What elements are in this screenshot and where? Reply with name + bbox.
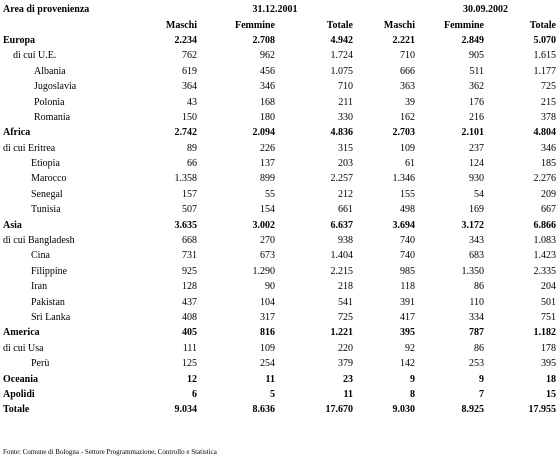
cell-value: 731	[182, 250, 197, 262]
cell-value: 1.182	[533, 327, 556, 339]
row-label: Jugoslavia	[34, 81, 77, 93]
cell-value: 124	[469, 158, 484, 170]
column-header-maschi: Maschi	[165, 19, 197, 31]
cell-value: 2.703	[392, 127, 415, 139]
cell-value: 8.636	[252, 404, 275, 416]
cell-value: 330	[338, 111, 353, 123]
row-label: Apolidi	[3, 388, 35, 400]
row-label: Polonia	[34, 96, 65, 108]
cell-value: 6	[192, 388, 197, 400]
cell-value: 391	[400, 296, 415, 308]
cell-value: 215	[541, 96, 556, 108]
cell-value: 270	[260, 235, 275, 247]
cell-value: 104	[260, 296, 275, 308]
cell-value: 9.034	[174, 404, 197, 416]
period-header-2002: 30.09.2002	[463, 4, 508, 16]
cell-value: 2.221	[392, 34, 415, 46]
cell-value: 168	[260, 96, 275, 108]
cell-value: 109	[400, 142, 415, 154]
cell-value: 23	[343, 373, 353, 385]
table-row	[3, 110, 556, 125]
cell-value: 162	[400, 111, 415, 123]
cell-value: 218	[338, 281, 353, 293]
cell-value: 899	[260, 173, 275, 185]
cell-value: 211	[338, 96, 353, 108]
cell-value: 155	[400, 188, 415, 200]
table-row	[3, 94, 556, 109]
table-row	[3, 217, 556, 232]
table-row	[3, 141, 556, 156]
row-label: Romania	[34, 111, 71, 123]
period-header-2001: 31.12.2001	[252, 4, 298, 16]
table-row	[3, 233, 556, 248]
table-row	[3, 387, 556, 402]
cell-value: 456	[260, 65, 275, 77]
row-label: Cina	[31, 250, 50, 262]
cell-value: 109	[260, 342, 275, 354]
cell-value: 1.346	[392, 173, 415, 185]
cell-value: 11	[265, 373, 275, 385]
cell-value: 1.724	[330, 50, 353, 62]
cell-value: 395	[541, 358, 556, 370]
cell-value: 220	[338, 342, 353, 354]
cell-value: 2.742	[174, 127, 197, 139]
row-label: Totale	[3, 404, 30, 416]
cell-value: 363	[400, 81, 415, 93]
cell-value: 962	[260, 50, 275, 62]
row-label: Filippine	[31, 265, 68, 277]
cell-value: 39	[405, 96, 415, 108]
cell-value: 209	[541, 188, 556, 200]
cell-value: 1.615	[533, 50, 556, 62]
row-label: Sri Lanka	[31, 312, 71, 323]
cell-value: 334	[469, 312, 484, 323]
cell-value: 9	[479, 373, 484, 385]
cell-value: 668	[182, 235, 197, 247]
table-row	[3, 171, 556, 186]
table-row	[3, 202, 556, 217]
cell-value: 4.804	[533, 127, 556, 139]
cell-value: 89	[187, 142, 197, 154]
row-label: Senegal	[31, 188, 63, 200]
cell-value: 137	[260, 158, 275, 170]
cell-value: 157	[182, 188, 197, 200]
cell-value: 1.404	[330, 250, 353, 262]
table-row	[3, 156, 556, 171]
cell-value: 985	[400, 265, 415, 277]
cell-value: 751	[541, 312, 556, 323]
cell-value: 66	[187, 158, 197, 170]
cell-value: 395	[400, 327, 415, 339]
table-row	[3, 402, 556, 417]
cell-value: 2.849	[461, 34, 484, 46]
cell-value: 1.350	[461, 265, 484, 277]
cell-value: 740	[400, 235, 415, 247]
cell-value: 1.423	[533, 250, 556, 262]
cell-value: 216	[469, 111, 484, 123]
row-label: Tunisia	[31, 204, 61, 216]
row-label: Africa	[3, 127, 31, 139]
row-label: di cui U.E.	[13, 50, 57, 62]
cell-value: 3.172	[461, 219, 484, 231]
cell-value: 710	[338, 81, 353, 93]
cell-value: 17.955	[528, 404, 556, 416]
row-label: Albania	[34, 65, 66, 77]
cell-value: 128	[182, 281, 197, 293]
column-header-totale: Totale	[326, 19, 353, 31]
cell-value: 511	[469, 65, 484, 77]
cell-value: 180	[260, 111, 275, 123]
cell-value: 176	[469, 96, 484, 108]
cell-value: 150	[182, 111, 197, 123]
cell-value: 1.358	[174, 173, 197, 185]
cell-value: 437	[182, 296, 197, 308]
cell-value: 667	[541, 204, 556, 216]
cell-value: 8.925	[461, 404, 484, 416]
table-row	[3, 341, 556, 356]
cell-value: 212	[338, 188, 353, 200]
cell-value: 661	[338, 204, 353, 216]
cell-value: 379	[338, 358, 353, 370]
cell-value: 683	[469, 250, 484, 262]
column-header-maschi: Maschi	[383, 19, 415, 31]
table-row	[3, 325, 556, 340]
cell-value: 925	[182, 265, 197, 277]
table-row	[3, 279, 556, 294]
table-row	[3, 48, 556, 63]
cell-value: 253	[469, 358, 484, 370]
cell-value: 666	[400, 65, 415, 77]
cell-value: 346	[541, 142, 556, 154]
cell-value: 364	[182, 81, 197, 93]
column-header-femmine: Femmine	[444, 19, 484, 31]
cell-value: 254	[260, 358, 275, 370]
cell-value: 43	[187, 96, 197, 108]
row-label: America	[3, 327, 40, 339]
cell-value: 740	[400, 250, 415, 262]
cell-value: 1.075	[330, 65, 353, 77]
cell-value: 5.070	[533, 34, 556, 46]
cell-value: 125	[182, 358, 197, 370]
cell-value: 18	[546, 373, 556, 385]
cell-value: 2.215	[330, 265, 353, 277]
cell-value: 5	[270, 388, 275, 400]
cell-value: 938	[338, 235, 353, 247]
area-header: Area di provenienza	[3, 4, 90, 16]
cell-value: 762	[182, 50, 197, 62]
data-table	[3, 2, 556, 418]
cell-value: 405	[182, 327, 197, 339]
cell-value: 1.177	[533, 65, 556, 77]
cell-value: 15	[546, 388, 556, 400]
cell-value: 110	[469, 296, 484, 308]
cell-value: 86	[474, 281, 484, 293]
cell-value: 203	[338, 158, 353, 170]
row-label: Europa	[3, 34, 36, 46]
cell-value: 9	[410, 373, 415, 385]
cell-value: 315	[338, 142, 353, 154]
cell-value: 2.257	[330, 173, 353, 185]
cell-value: 17.670	[325, 404, 353, 416]
cell-value: 154	[260, 204, 275, 216]
cell-value: 86	[474, 342, 484, 354]
cell-value: 787	[469, 327, 484, 339]
table-row	[3, 264, 556, 279]
table-row	[3, 294, 556, 309]
table-row	[3, 356, 556, 371]
cell-value: 2.335	[533, 265, 556, 277]
column-header-totale: Totale	[529, 19, 556, 31]
row-label: di cui Bangladesh	[3, 235, 75, 247]
cell-value: 619	[182, 65, 197, 77]
header-row-columns	[3, 17, 556, 32]
cell-value: 7	[479, 388, 484, 400]
source-note: Fonte: Comune di Bologna - Settore Programmazione, Controllo e Statistica	[3, 448, 217, 456]
table-row	[3, 187, 556, 202]
cell-value: 930	[469, 173, 484, 185]
table-row	[3, 33, 556, 48]
cell-value: 343	[469, 235, 484, 247]
cell-value: 178	[541, 342, 556, 354]
cell-value: 507	[182, 204, 197, 216]
row-label: Iran	[31, 281, 48, 293]
cell-value: 6.866	[533, 219, 556, 231]
cell-value: 346	[260, 81, 275, 93]
cell-value: 2.234	[174, 34, 197, 46]
cell-value: 1.083	[533, 235, 556, 247]
cell-value: 816	[260, 327, 275, 339]
cell-value: 2.094	[252, 127, 275, 139]
row-label: Asia	[3, 219, 22, 231]
row-label: di cui Usa	[3, 342, 44, 354]
cell-value: 378	[541, 111, 556, 123]
table-row	[3, 248, 556, 263]
cell-value: 710	[400, 50, 415, 62]
cell-value: 9.030	[392, 404, 415, 416]
row-label: di cui Eritrea	[3, 142, 56, 154]
table-row	[3, 310, 556, 325]
row-label: Perù	[31, 358, 50, 370]
cell-value: 12	[187, 373, 197, 385]
cell-value: 237	[469, 142, 484, 154]
cell-value: 54	[474, 188, 484, 200]
cell-value: 111	[182, 342, 197, 354]
cell-value: 4.942	[330, 34, 353, 46]
cell-value: 541	[338, 296, 353, 308]
cell-value: 3.002	[252, 219, 275, 231]
cell-value: 498	[400, 204, 415, 216]
cell-value: 1.290	[252, 265, 275, 277]
cell-value: 142	[400, 358, 415, 370]
cell-value: 204	[541, 281, 556, 293]
cell-value: 725	[338, 312, 353, 323]
row-label: Oceania	[3, 373, 38, 385]
cell-value: 2.101	[461, 127, 484, 139]
cell-value: 2.276	[533, 173, 556, 185]
table-row	[3, 125, 556, 140]
cell-value: 2.708	[252, 34, 275, 46]
cell-value: 317	[260, 312, 275, 323]
cell-value: 673	[260, 250, 275, 262]
cell-value: 169	[469, 204, 484, 216]
row-label: Etiopia	[31, 158, 60, 170]
cell-value: 185	[541, 158, 556, 170]
cell-value: 725	[541, 81, 556, 93]
column-header-femmine: Femmine	[235, 19, 275, 31]
cell-value: 61	[405, 158, 415, 170]
cell-value: 3.635	[174, 219, 197, 231]
cell-value: 3.694	[392, 219, 415, 231]
cell-value: 4.836	[330, 127, 353, 139]
table-row	[3, 79, 556, 94]
cell-value: 90	[265, 281, 275, 293]
cell-value: 501	[541, 296, 556, 308]
cell-value: 55	[265, 188, 275, 200]
cell-value: 11	[343, 388, 353, 400]
header-row-periods	[3, 2, 556, 17]
row-label: Pakistan	[31, 296, 65, 308]
cell-value: 8	[410, 388, 415, 400]
cell-value: 905	[469, 50, 484, 62]
cell-value: 6.637	[330, 219, 353, 231]
cell-value: 92	[405, 342, 415, 354]
table-row	[3, 64, 556, 79]
row-label: Marocco	[31, 173, 67, 185]
cell-value: 362	[469, 81, 484, 93]
cell-value: 408	[182, 312, 197, 323]
cell-value: 417	[400, 312, 415, 323]
table-row	[3, 371, 556, 386]
cell-value: 226	[260, 142, 275, 154]
cell-value: 118	[400, 281, 415, 293]
cell-value: 1.221	[330, 327, 353, 339]
